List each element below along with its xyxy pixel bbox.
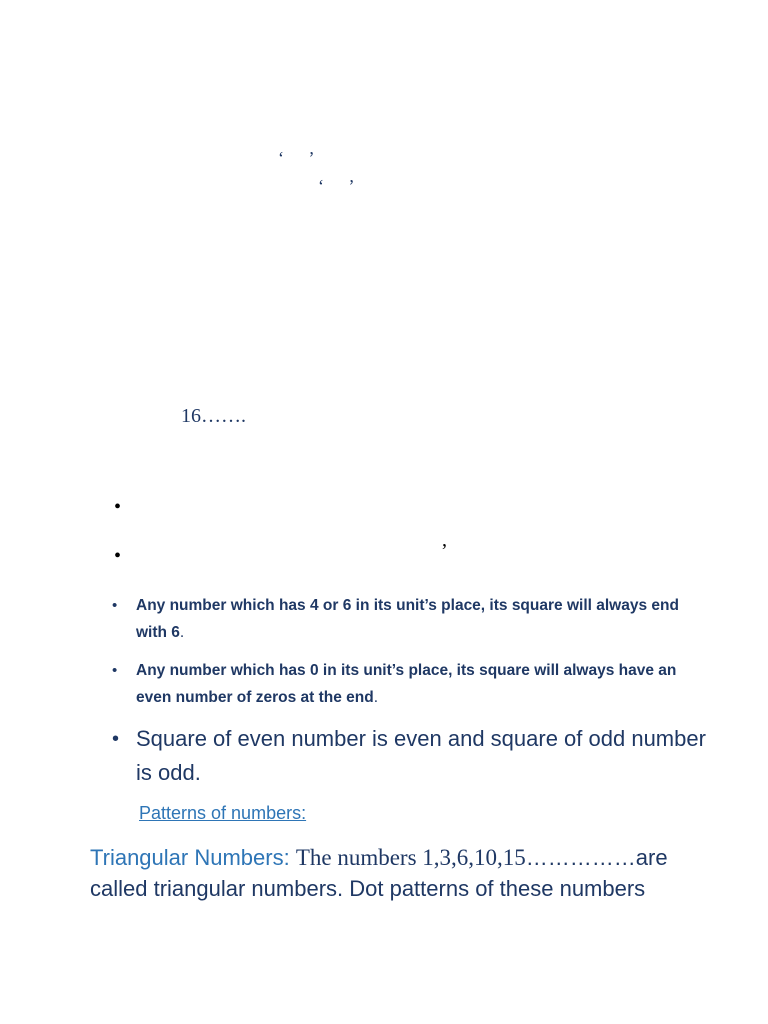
triangular-rest-text: ……………are called triangular numbers. Dot patterns of these numbers	[90, 845, 668, 901]
triangular-label: Triangular Numbers:	[90, 845, 296, 870]
empty-bullet-1: •	[114, 496, 122, 518]
section-heading: Patterns of numbers:	[139, 803, 307, 823]
property-item-1	[112, 592, 712, 646]
property-item-2	[112, 657, 712, 711]
stray-number-text: 16…….	[181, 405, 246, 427]
triangular-serif-text: The numbers 1,3,6,10,15	[295, 845, 526, 870]
property-text-even-odd: Square of even number is even and square of odd number is odd.	[136, 726, 706, 785]
empty-bullet-2: •	[114, 545, 122, 567]
stray-quote-marks-second: ‘ ’	[318, 176, 365, 196]
bullet-icon: •	[112, 597, 118, 614]
bullet-icon: •	[112, 662, 118, 679]
triangular-paragraph	[90, 842, 730, 904]
stray-quote-marks-top: ‘ ’	[278, 148, 325, 168]
bullet-icon: •	[112, 728, 120, 750]
property-end-2: .	[373, 689, 379, 706]
stray-apostrophe: ’	[441, 540, 448, 562]
property-item-even-odd	[112, 722, 712, 790]
property-text-1: Any number which has 4 or 6 in its unit’s place, its square will always end with 6	[136, 597, 679, 641]
property-end-1: .	[179, 624, 185, 641]
property-text-2: Any number which has 0 in its unit’s place, its square will always have an even number of zeros at the end	[136, 662, 677, 706]
